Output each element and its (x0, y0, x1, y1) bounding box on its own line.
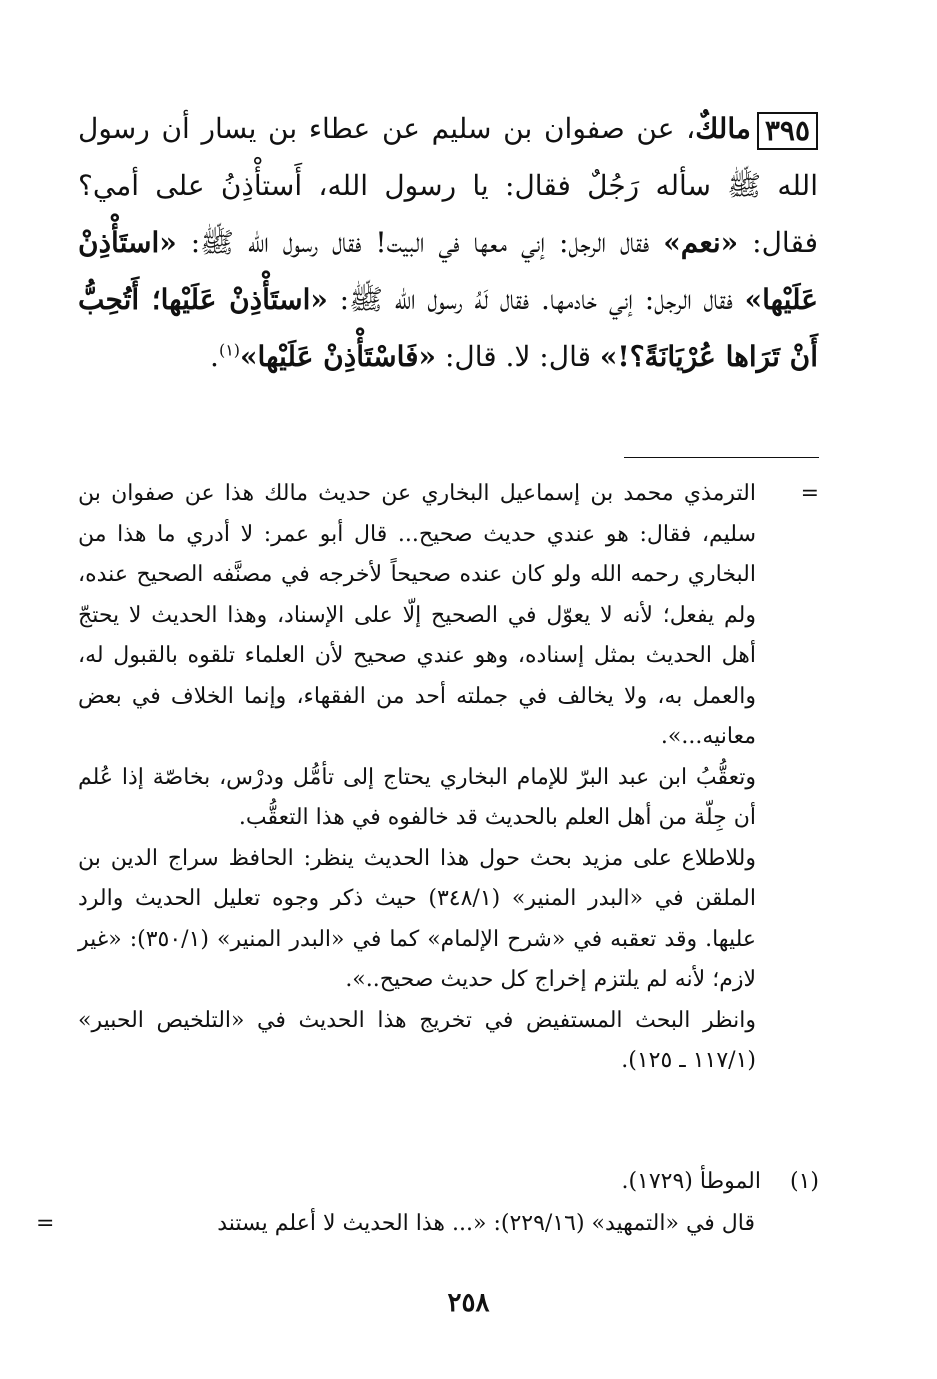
note-paragraph-2: وتعقُّبُ ابن عبد البرّ للإمام البخاري يحتاج إلى تأمُّل ودرْس، بخاصّة إذا عُلم أن جِلّة من أهل العلم بالحديث قد خالفوه في هذا التعقُّب. (78, 764, 756, 830)
main-text (78, 100, 818, 385)
narrator-name: مالكٌ (695, 112, 751, 145)
hadith-text-4: قال: لا. قال: (436, 340, 600, 373)
hadith-text-3: فقال الرجل: إني خادمها. فقال لَهُ رسول الله ﷺ: (327, 283, 745, 316)
quote-naam: «نعم» (663, 226, 739, 259)
footnote-number: (١) (789, 1169, 819, 1194)
note-paragraph-3: وللاطلاع على مزيد بحث حول هذا الحديث ينظر: الحافظ سراج الدين بن الملقن في «البدر المنير» (٣٤٨/١) حيث ذكر وجوه تعليل الحديث والرد عليها. وقد تعقبه في «شرح الإلمام» كما في «البدر المنير» (٣٥٠/١): «غير لازم؛ لأنه لم يلتزم إخراج كل حديث صحيح..». (78, 845, 756, 992)
hadith-chain: ، عن صفوان بن سليم عن عطاء بن يسار أن رسول الله ﷺ سأله رَجُلٌ فقال: يا رسول الله، أَستأْذِنُ على أمي؟ فقال: (78, 112, 818, 259)
quote-fastadhin: «فَاسْتَأْذِنْ عَلَيْها» (240, 340, 437, 373)
footnote-separator (624, 457, 819, 458)
footnotes-block (78, 474, 756, 1082)
footnote-reference: (١) (218, 340, 241, 360)
hadith-text-2: فقال الرجل: إني معها في البيت! فقال رسول الله ﷺ: (176, 226, 664, 259)
continuation-mark-top: = (800, 481, 819, 506)
note-paragraph-4: وانظر البحث المستفيض في تخريج هذا الحديث في «التلخيص الحبير» (١١٧/١ ـ ١٢٥). (78, 1007, 756, 1073)
note-paragraph-1: الترمذي محمد بن إسماعيل البخاري عن حديث مالك هذا عن صفوان بن سليم، فقال: هو عندي حديث صحيح... قال أبو عمر: لا أدري ما هذا من البخاري رحمه الله ولو كان عنده صحيحاً لأخرجه في مصنَّفه الصحيح عنده، ولم يفعل؛ لأنه لا يعوّل في الصحيح إلّا على الإسناد، وهذا الحديث لا يحتجّ أهل الحديث بمثل إسناده، وهو عندي صحيح لأن العلماء تلقوه بالقبول له، والعمل به، ولا يخالف في جملته أحد من الفقهاء، وإنما الخلاف في بعض معانيه...». (78, 481, 757, 749)
hadith-paragraph (78, 100, 818, 385)
continuation-mark-bottom: = (36, 1211, 55, 1236)
quote-istadhin-2: «استَأْذِنْ عَلَيْها؛ أَتُحِبُّ أَنْ تَرَاها عُرْيَانَةً؟!» (78, 283, 818, 373)
footnote-text: الموطأ (١٧٢٩). (621, 1169, 761, 1194)
page-number: ٢٥٨ (447, 1288, 490, 1318)
hadith-number-box: ٣٩٥ (757, 112, 818, 150)
quote-istadhin-1: «استَأْذِنْ عَلَيْها» (78, 226, 818, 316)
footnote-1 (79, 1162, 819, 1202)
hadith-end: . (210, 340, 219, 373)
footnote-continuation: قال في «التمهيد» (٢٢٩/١٦): «... هذا الحديث لا أعلم يستند (217, 1211, 755, 1236)
